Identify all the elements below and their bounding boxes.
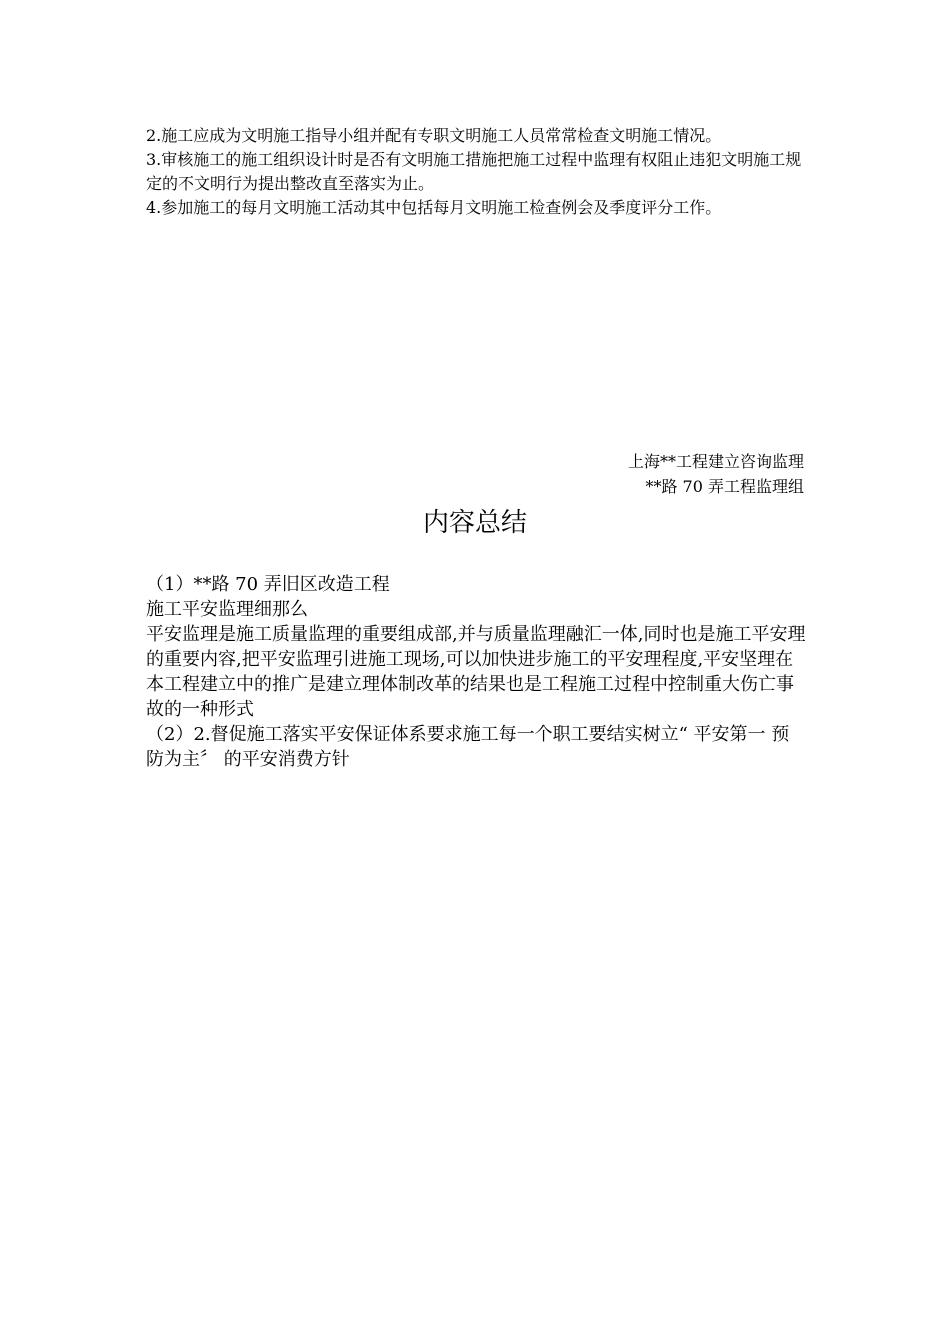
summary-block <box>146 572 806 772</box>
paragraph-item-4: 4.参加施工的每月文明施工活动其中包括每月文明施工检查例会及季度评分工作。 <box>146 198 722 217</box>
signature-group: **路 70 弄工程监理组 <box>645 477 804 496</box>
summary-line-3: 平安监理是施工质量监理的重要组成部,并与质量监理融汇一体,同时也是施工平安理的重要内容,把平安监理引进施工现场,可以加快进步施工的平安理程度,平安坚理在本工程建立中的推广是建立理体制改革的结果也是工程施工过程中控制重大伤亡事故的一种形式 <box>146 624 806 720</box>
signature-organization: 上海**工程建立咨询监理 <box>627 452 804 471</box>
summary-title: 内容总结 <box>422 508 527 538</box>
signature-block <box>404 449 804 499</box>
summary-line-1: （1）**路 70 弄旧区改造工程 <box>146 574 390 595</box>
paragraph-item-3: 3.审核施工的施工组织设计时是否有文明施工措施把施工过程中监理有权阻止违犯文明施工规定的不文明行为提出整改直至落实为止。 <box>146 150 802 193</box>
paragraph-item-2: 2.施工应成为文明施工指导小组并配有专职文明施工人员常常检查文明施工情况。 <box>146 126 722 145</box>
summary-line-2: 施工平安监理细那么 <box>146 599 308 620</box>
summary-line-4: （2）2.督促施工落实平安保证体系要求施工每一个职工要结实树立“ 平安第一 预防为主〞 的平安消费方针 <box>146 724 790 770</box>
body-text-block <box>146 124 806 220</box>
